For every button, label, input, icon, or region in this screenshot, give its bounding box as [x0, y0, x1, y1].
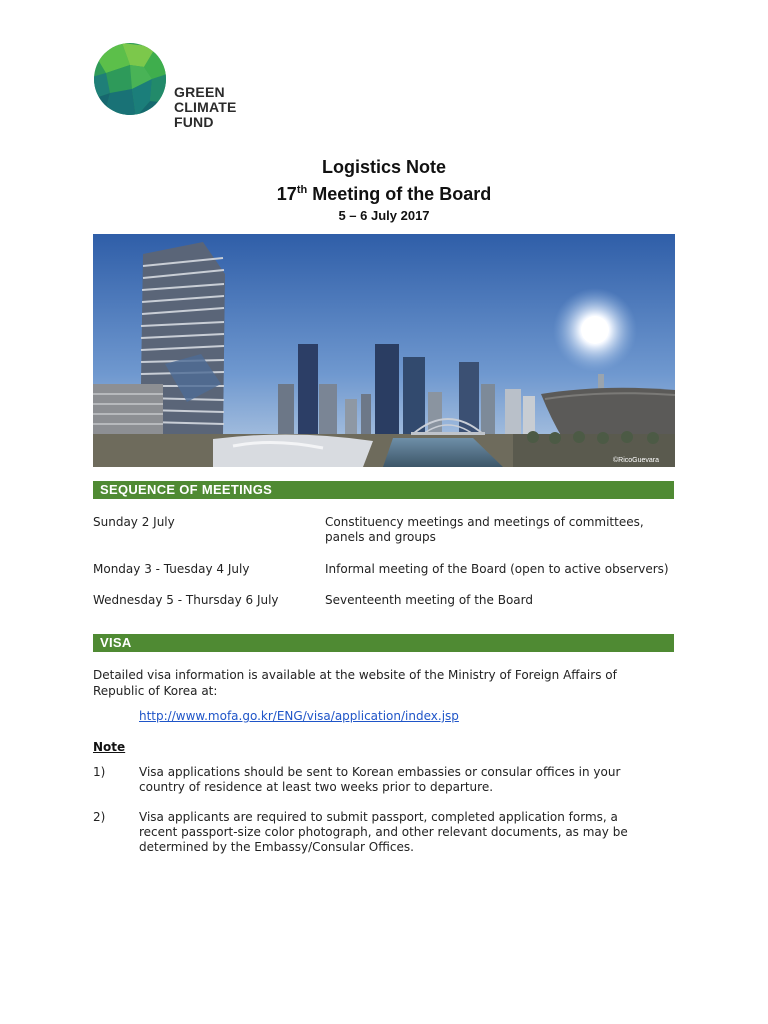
document-title-block	[0, 156, 768, 226]
logo-line-1: GREEN	[174, 84, 225, 100]
logo-line-2: CLIMATE	[174, 99, 237, 115]
photo-credit: ©RicoGuevara	[613, 457, 660, 464]
logo-wordmark	[174, 85, 237, 130]
green-climate-fund-logo	[92, 43, 252, 133]
logo-line-3: FUND	[174, 114, 214, 130]
document-subtitle	[0, 178, 768, 206]
subtitle-number: 17	[276, 184, 297, 204]
subtitle-ordinal-suffix: th	[296, 184, 308, 196]
meeting-dates: 5 – 6 July 2017	[338, 208, 430, 223]
sequence-of-meetings-heading: SEQUENCE OF MEETINGS	[93, 481, 674, 499]
document-title: Logistics Note	[321, 157, 446, 177]
city-skyline-photo	[93, 234, 675, 467]
visa-heading: VISA	[93, 634, 674, 652]
schedule-description: Seventeenth meeting of the Board	[325, 593, 533, 607]
note-heading: Note	[93, 740, 126, 754]
schedule-date: Wednesday 5 - Thursday 6 July	[93, 593, 279, 607]
note-text: Visa applicants are required to submit passport, completed application forms, a recent passport-size color photograph, and other relevant documents, as may be determined by the Embassy/Consular Offices.	[139, 810, 628, 854]
note-text: Visa applications should be sent to Korean embassies or consular offices in your country of residence at least two weeks prior to departure.	[139, 765, 621, 794]
subtitle-rest: Meeting of the Board	[307, 184, 492, 204]
globe-logo-icon	[92, 43, 170, 117]
schedule-description: Constituency meetings and meetings of committees, panels and groups	[325, 515, 644, 544]
note-number: 2)	[93, 810, 106, 824]
schedule-date: Sunday 2 July	[93, 515, 175, 529]
schedule-description: Informal meeting of the Board (open to active observers)	[325, 562, 669, 576]
visa-intro: Detailed visa information is available at the website of the Ministry of Foreign Affairs of Republic of Korea at:	[93, 668, 617, 698]
mofa-visa-link[interactable]: http://www.mofa.go.kr/ENG/visa/application/index.jsp	[139, 709, 459, 723]
schedule-date: Monday 3 - Tuesday 4 July	[93, 562, 250, 576]
note-number: 1)	[93, 765, 106, 779]
